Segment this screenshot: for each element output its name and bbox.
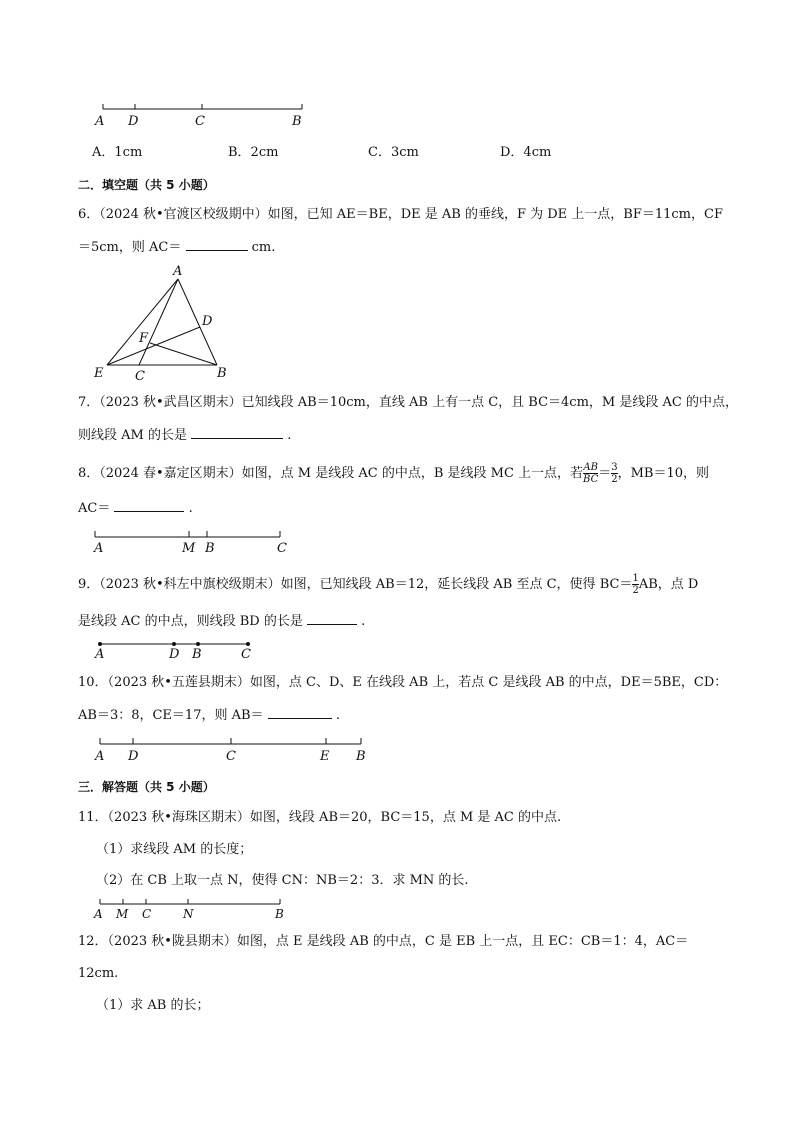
q10-label-d: D: [128, 749, 139, 764]
q10-label-c: C: [226, 749, 236, 764]
q8-equals: ＝: [598, 466, 612, 481]
q5-option-b: B．2cm: [228, 145, 279, 160]
q12-subquestion-1: （1）求 AB 的长；: [96, 998, 210, 1013]
q10-label-a: A: [95, 749, 105, 764]
q10-line-2-start: AB＝3：8，CE＝17，则 AB＝: [78, 708, 264, 723]
q8-frac2-numerator: 3: [611, 462, 618, 473]
q6-label-d: D: [202, 314, 213, 329]
q6-label-f: F: [139, 331, 149, 346]
q5-label-a: A: [95, 114, 105, 129]
q11-subquestion-1: （1）求线段 AM 的长度；: [96, 842, 253, 857]
q10-label-b: B: [356, 749, 366, 764]
q6-line-1: 6．（2024 秋•官渡区校级期中）如图，已知 AE＝BE，DE 是 AB 的垂线，F 为 DE 上一点，BF＝11cm，CF: [78, 207, 723, 222]
section-2-title: 二．填空题（共 5 小题）: [78, 178, 215, 192]
q10-line-1: 10．（2023 秋•五莲县期末）如图，点 C、D、E 在线段 AB 上，若点 C 是线段 AB 的中点，DE＝5BE，CD：: [78, 675, 728, 690]
q5-label-b: B: [292, 114, 302, 129]
q11-subquestion-2: （2）在 CB 上取一点 N，使得 CN：NB＝2：3．求 MN 的长.: [96, 873, 469, 888]
q6-label-b: B: [217, 366, 227, 381]
q8-label-a: A: [94, 541, 104, 556]
q9-line-2-end: .: [361, 614, 366, 629]
q9-label-c: C: [241, 647, 251, 662]
q11-label-n: N: [183, 907, 194, 921]
q8-line-2-end: .: [188, 501, 193, 516]
q9-line-1-end: AB，点 D: [638, 577, 699, 592]
q5-label-d: D: [128, 114, 139, 129]
q9-label-d: D: [169, 647, 180, 662]
q5-option-c: C．3cm: [368, 145, 419, 160]
section-3-title: 三．解答题（共 5 小题）: [78, 780, 215, 794]
q8-label-b: B: [205, 541, 215, 556]
q11-label-m: M: [116, 907, 129, 921]
q9-frac-denominator: 2: [632, 585, 639, 596]
q5-option-d: D．4cm: [500, 145, 552, 160]
q8-frac1-denominator: BC: [583, 474, 599, 485]
q9-line-2-start: 是线段 AC 的中点，则线段 BD 的长是: [78, 614, 303, 629]
q11-label-b: B: [275, 907, 284, 921]
q11-label-a: A: [94, 907, 103, 921]
q6-label-c: C: [135, 369, 145, 384]
q12-line-2: 12cm.: [78, 966, 119, 981]
q6-label-e: E: [94, 366, 104, 381]
q8-line-2-start: AC＝: [78, 501, 111, 516]
q9-label-b: B: [192, 647, 202, 662]
q7-line-2-end: .: [287, 428, 292, 443]
q11-line-1: 11．（2023 秋•海珠区期末）如图，线段 AB＝20，BC＝15，点 M 是 AC 的中点.: [78, 810, 562, 825]
q9-label-a: A: [95, 647, 105, 662]
q6-label-a: A: [173, 264, 183, 279]
q8-frac2-denominator: 2: [611, 474, 618, 485]
q11-label-c: C: [142, 907, 152, 921]
q9-frac-numerator: 1: [632, 573, 639, 584]
q8-line-1-end: ，MB＝10，则: [617, 466, 710, 481]
q8-label-m: M: [182, 541, 196, 556]
q7-line-2-start: 则线段 AM 的长是: [78, 428, 187, 443]
q8-label-c: C: [277, 541, 287, 556]
q5-option-a: A．1cm: [92, 145, 143, 160]
q5-label-c: C: [195, 114, 205, 129]
q6-line-2-end: cm.: [251, 240, 276, 255]
q8-frac1-numerator: AB: [583, 462, 598, 473]
q10-label-e: E: [320, 749, 330, 764]
q12-line-1: 12．（2023 秋•陇县期末）如图，点 E 是线段 AB 的中点，C 是 EB 上一点，且 EC：CB＝1：4，AC＝: [78, 934, 689, 949]
q6-line-2-start: ＝5cm，则 AC＝: [78, 240, 182, 255]
q8-line-1-start: 8．（2024 春•嘉定区期末）如图，点 M 是线段 AC 的中点，B 是线段 MC 上一点，若: [78, 466, 584, 481]
q10-line-2-end: .: [335, 708, 340, 723]
q9-line-1-start: 9．（2023 秋•科左中旗校级期末）如图，已知线段 AB＝12，延长线段 AB 至点 C，使得 BC＝: [78, 577, 633, 592]
q7-line-1: 7．（2023 秋•武昌区期末）已知线段 AB＝10cm，直线 AB 上有一点 C，且 BC＝4cm，M 是线段 AC 的中点，: [78, 395, 738, 410]
